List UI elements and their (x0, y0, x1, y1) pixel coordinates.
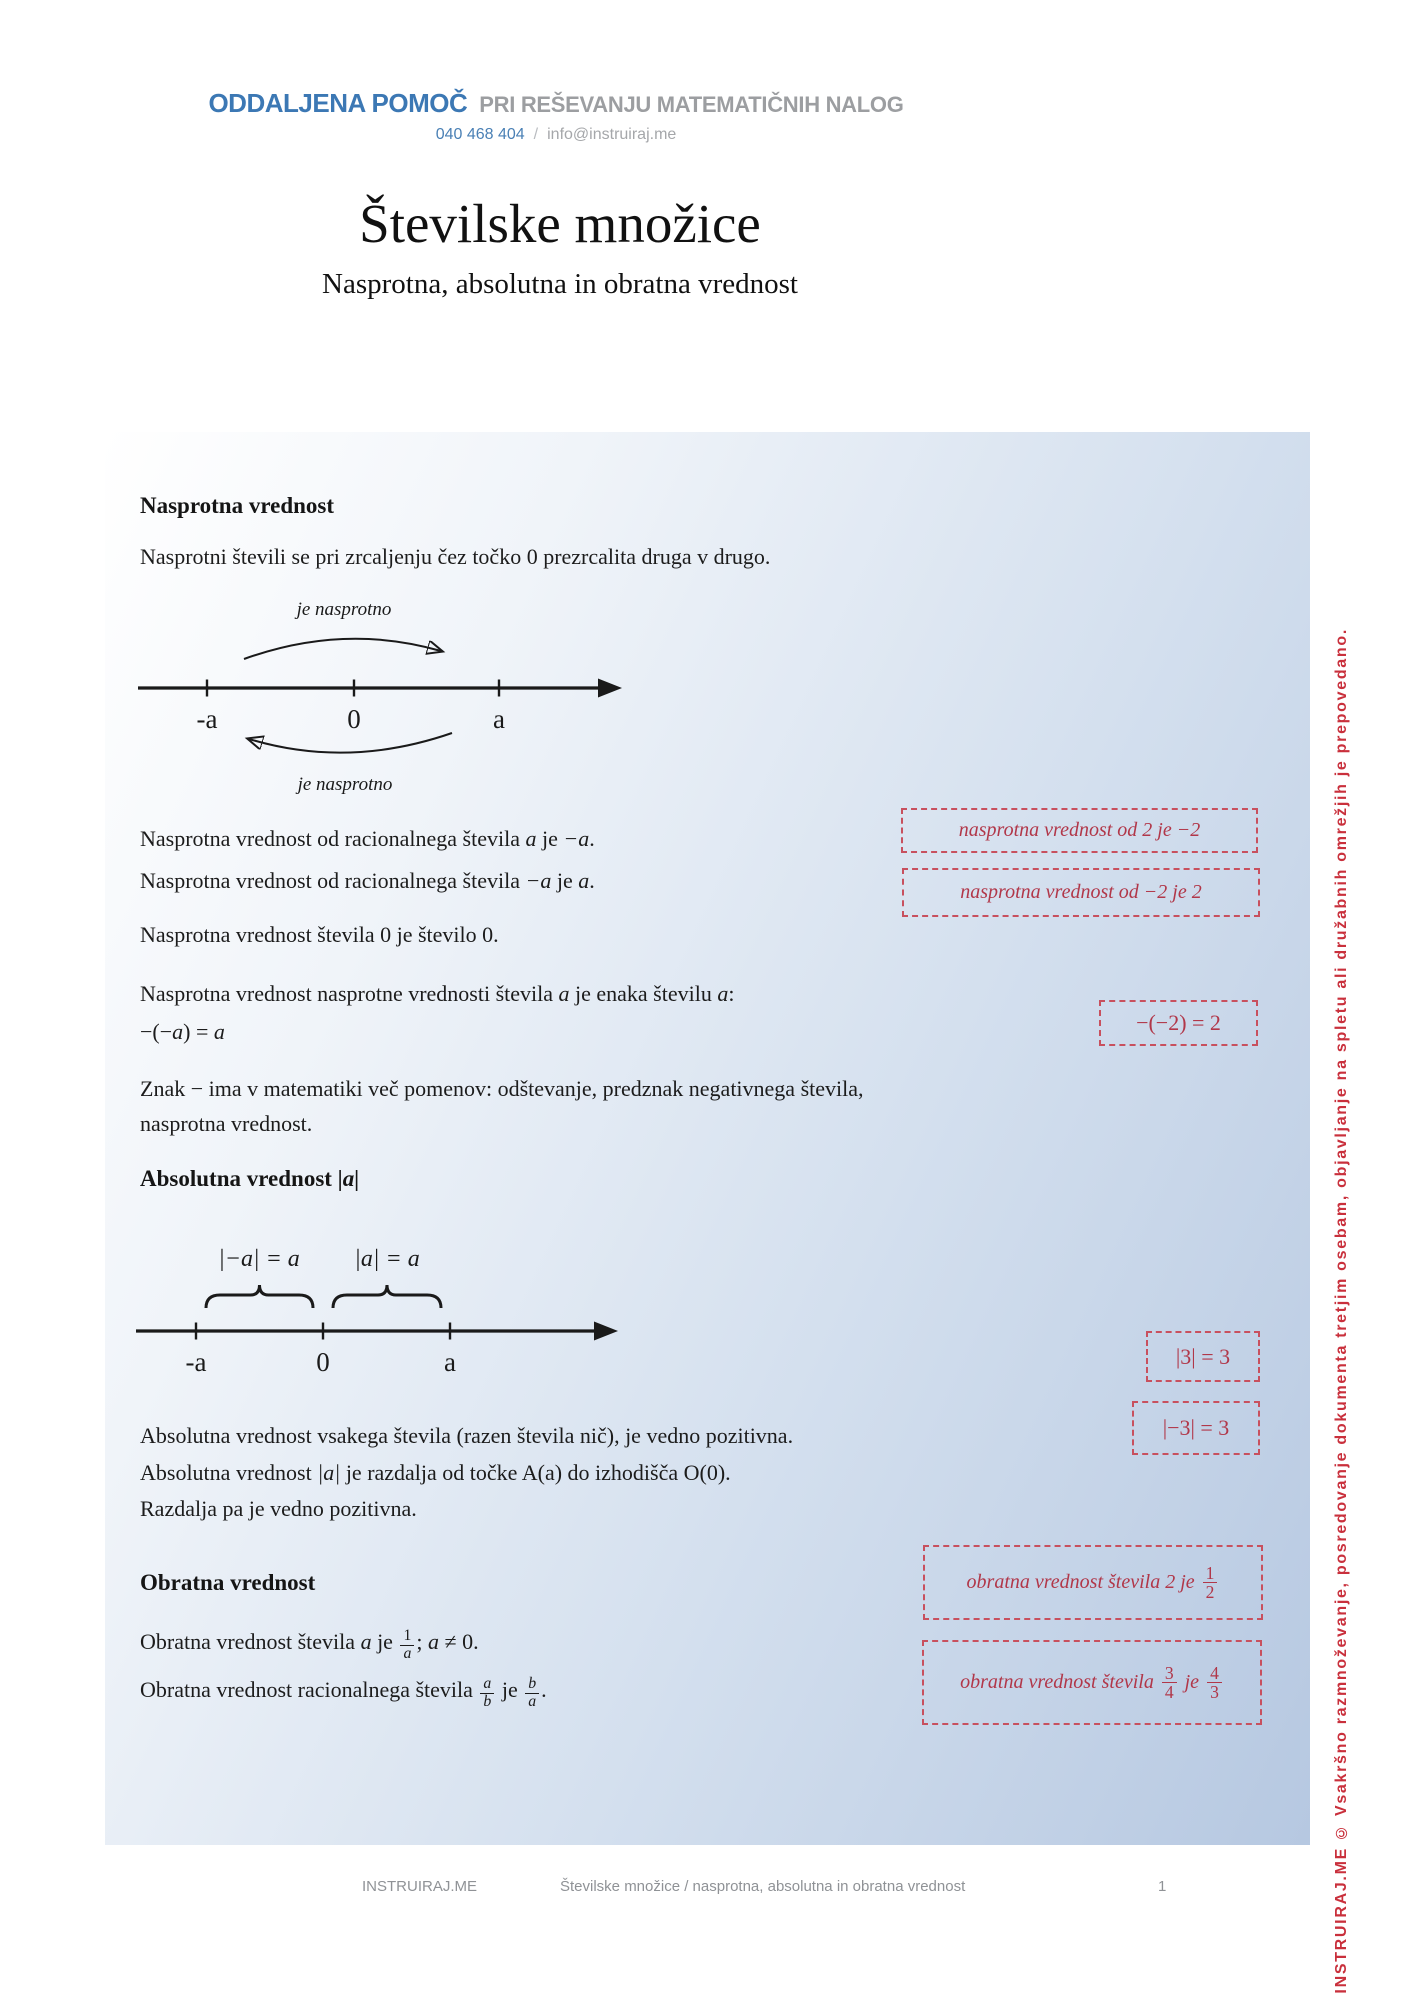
fraction-denominator: 2 (1203, 1582, 1218, 1601)
overbrace-left-icon (206, 1285, 313, 1308)
math-var: a (172, 1019, 184, 1044)
text-run: . (589, 868, 595, 893)
example-text: −(−2) = 2 (1136, 1010, 1221, 1035)
text-run: je (496, 1676, 524, 1702)
nasprotna-fact2 (140, 868, 595, 894)
tick-label-a: a (444, 1347, 456, 1377)
fraction (1207, 1664, 1222, 1702)
text-run: Obratna vrednost števila (140, 1628, 361, 1654)
footer-brand: INSTRUIRAJ.ME (362, 1878, 478, 1895)
text-run: : (728, 981, 735, 1006)
nasprotna-fact3: Nasprotna vrednost števila 0 je število 0. (140, 922, 499, 947)
section-heading-absolutna (140, 1166, 359, 1192)
fraction (525, 1676, 539, 1710)
tick-label-zero: 0 (316, 1347, 330, 1377)
math-var: a (428, 1628, 439, 1654)
arc-arrow-bottom-icon (249, 733, 452, 753)
example-box-nasprotna-2 (902, 868, 1260, 917)
math-var: a (360, 1628, 372, 1654)
email-address: info@instruiraj.me (547, 126, 677, 143)
text-run: je (371, 1628, 399, 1654)
number-line-diagram-absolutna (128, 1232, 633, 1380)
fraction-numerator: a (483, 1675, 492, 1692)
tick-label-zero: 0 (347, 704, 361, 734)
fraction-denominator: b (480, 1693, 494, 1711)
page-subtitle: Nasprotna, absolutna in obratna vrednost (322, 268, 798, 300)
text-run: Absolutna vrednost (140, 1460, 318, 1485)
fraction (1162, 1664, 1177, 1702)
obratna-fact2 (140, 1676, 547, 1710)
example-text: nasprotna vrednost od 2 je −2 (958, 819, 1201, 841)
example-box-obratna-1 (923, 1545, 1263, 1620)
example-box-nasprotna-1 (901, 808, 1258, 853)
text-run: Nasprotna vrednost od racionalnega števila (140, 868, 526, 893)
copyright-vertical: INSTRUIRAJ.ME © Vsakršno razmnoževanje, posredovanje dokumenta tretjim osebam, objavljanje na spletu ali družabnih omrežjih je prepovedano. (1333, 628, 1350, 1994)
example-text: |3| = 3 (1175, 1343, 1231, 1369)
absolutna-fact1: Absolutna vrednost vsakega števila (razen števila nič), je vedno pozitivna. (140, 1423, 794, 1448)
tick-label-a: a (493, 704, 505, 734)
example-box-nasprotna-3 (1099, 1000, 1258, 1046)
absolutna-fact3: Razdalja pa je vedno pozitivna. (140, 1496, 417, 1521)
example-box-absolutna-1 (1146, 1331, 1260, 1382)
fraction-numerator: b (528, 1675, 537, 1692)
fraction-numerator: 4 (1210, 1662, 1219, 1683)
math-var: a (213, 1019, 225, 1044)
text-run: Nasprotna vrednost od racionalnega števila (140, 826, 526, 851)
fraction-numerator: 1 (403, 1627, 412, 1644)
math-var: |a| (337, 1166, 360, 1191)
fraction-denominator: a (525, 1693, 539, 1711)
math-var: −a (525, 868, 552, 893)
brace-label-left: |−a| = a (218, 1246, 300, 1272)
fraction-denominator: 3 (1207, 1682, 1222, 1701)
text-run: ≠ 0. (439, 1628, 479, 1654)
nasprotna-intro: Nasprotni števili se pri zrcaljenju čez točko 0 prezrcalita druga v drugo. (140, 544, 771, 569)
brace-label-right: |a| = a (354, 1246, 420, 1272)
footer-doc-title: Številske množice / nasprotna, absolutna in obratna vrednost (560, 1878, 966, 1895)
example-box-absolutna-2 (1132, 1401, 1260, 1455)
example-text: obratna vrednost števila (960, 1671, 1154, 1693)
section-heading-nasprotna: Nasprotna vrednost (140, 493, 335, 518)
text-run: je (536, 826, 564, 851)
text-run: −(− (140, 1019, 173, 1044)
obratna-fact1 (140, 1628, 479, 1662)
text-run: . (541, 1676, 547, 1702)
nasprotna-note-line1: Znak − ima v matematiki več pomenov: odštevanje, predznak negativnega števila, (140, 1076, 864, 1101)
math-var: a (558, 981, 570, 1006)
math-var: a (717, 981, 729, 1006)
nasprotna-note-line2: nasprotna vrednost. (140, 1111, 313, 1136)
text-run: je (551, 868, 579, 893)
footer-page-number: 1 (1158, 1878, 1167, 1895)
overbrace-right-icon (333, 1285, 441, 1308)
tick-label-neg-a: -a (185, 1347, 207, 1377)
math-var: a (578, 868, 590, 893)
math-var: a (525, 826, 537, 851)
example-text: |−3| = 3 (1162, 1415, 1230, 1440)
fraction-denominator: a (400, 1645, 414, 1663)
text-run: Obratna vrednost racionalnega števila (140, 1676, 479, 1702)
brand-tagline: PRI REŠEVANJU MATEMATIČNIH NALOG (479, 92, 904, 117)
nasprotna-formula (140, 1019, 225, 1045)
page-title: Številske množice (359, 193, 761, 254)
phone-number: 040 468 404 (435, 126, 525, 143)
text-run: Nasprotna vrednost nasprotne vrednosti števila (140, 981, 559, 1006)
fraction-numerator: 1 (1205, 1562, 1215, 1583)
text-run: ) = (183, 1019, 214, 1044)
example-box-obratna-2 (922, 1640, 1262, 1725)
header-contact-line (208, 126, 903, 144)
contact-separator: / (533, 126, 539, 143)
fraction-denominator: 4 (1162, 1682, 1177, 1701)
text-run: ; (416, 1628, 428, 1654)
site-header (208, 88, 903, 144)
header-brand-line (208, 88, 903, 119)
number-line-diagram-nasprotna (132, 597, 632, 815)
text-run: . (589, 826, 595, 851)
math-var: −a (563, 826, 590, 851)
fraction (1203, 1564, 1218, 1602)
nasprotna-fact1 (140, 826, 595, 852)
math-var: |a| (317, 1460, 341, 1485)
example-text: nasprotna vrednost od −2 je 2 (960, 881, 1202, 903)
axis-arrowhead-icon (598, 679, 622, 698)
example-text: obratna vrednost števila 2 je (966, 1571, 1195, 1593)
tick-label-neg-a: -a (196, 704, 218, 734)
text-run: je razdalja od točke A(a) do izhodišča O(0). (340, 1460, 731, 1485)
example-text: je (1184, 1671, 1200, 1693)
arc-label-top: je nasprotno (296, 599, 392, 620)
fraction (480, 1676, 494, 1710)
fraction-numerator: 3 (1164, 1662, 1174, 1683)
text-run: Absolutna vrednost (140, 1166, 338, 1191)
absolutna-fact2 (140, 1460, 731, 1486)
axis-arrowhead-icon (594, 1322, 618, 1341)
section-heading-obratna: Obratna vrednost (140, 1570, 316, 1595)
nasprotna-fact4 (140, 981, 734, 1007)
fraction (400, 1628, 414, 1662)
text-run: je enaka številu (569, 981, 718, 1006)
brand-name: ODDALJENA POMOČ (208, 88, 468, 118)
arc-arrow-top-icon (244, 639, 441, 659)
arc-label-bottom: je nasprotno (297, 774, 393, 795)
